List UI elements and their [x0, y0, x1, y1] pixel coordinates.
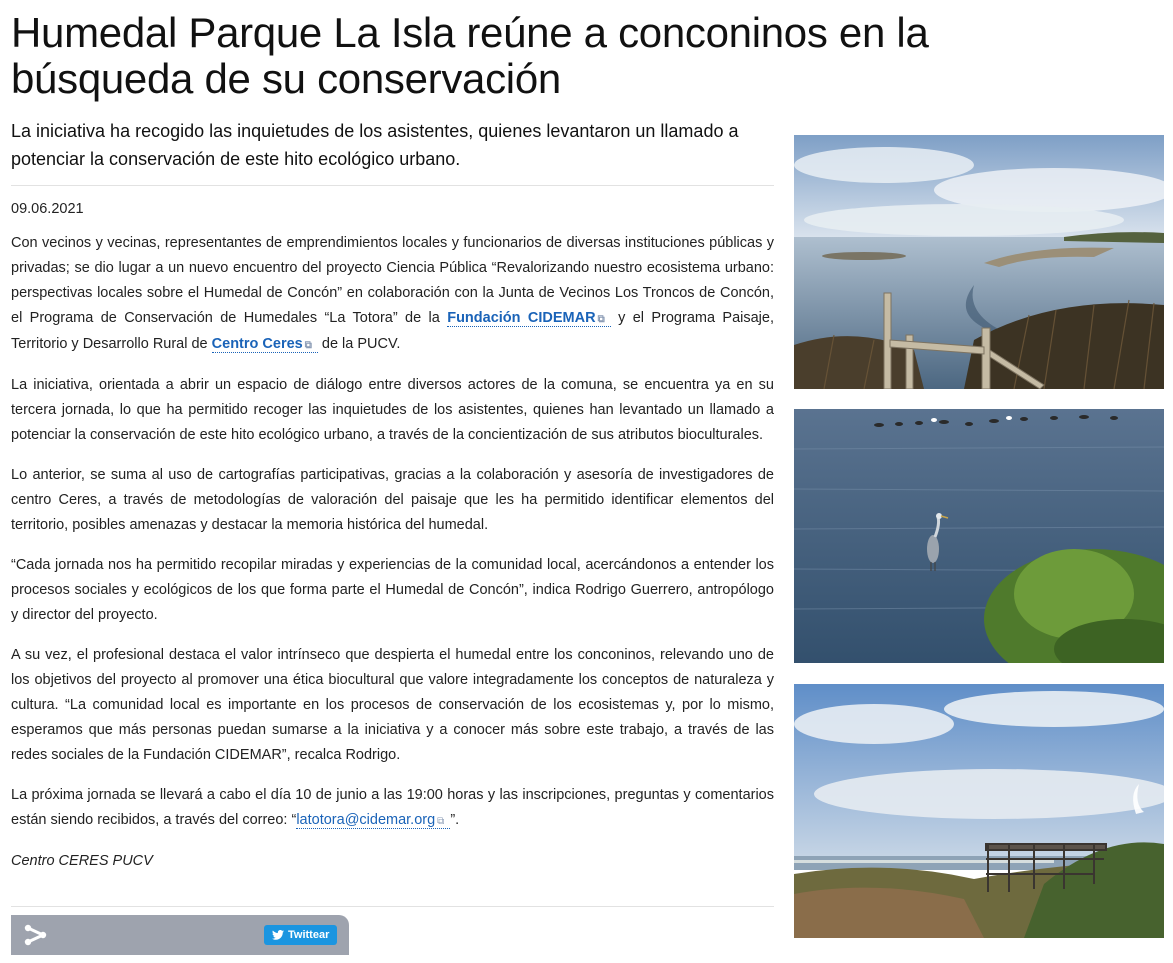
article-body — [11, 231, 774, 874]
email-link[interactable] — [296, 812, 450, 829]
link-centro-ceres[interactable] — [212, 336, 318, 353]
link-label: Fundación CIDEMAR — [447, 310, 596, 326]
article-lead: La iniciativa ha recogido las inquietudes de los asistentes, quienes levantaron un llamado a potenciar la conservación de este hito ecológico urbano. — [11, 121, 739, 169]
twitter-bird-icon — [272, 930, 284, 940]
paragraph-text: ”. — [450, 812, 460, 828]
paragraph-text: de la PUCV. — [317, 336, 401, 352]
paragraph-1 — [11, 231, 774, 358]
link-label: latotora@cidemar.org — [296, 812, 436, 828]
paragraph-5: A su vez, el profesional destaca el valor intrínseco que despierta el humedal entre los conconinos, relevando uno de los objetivos del proyecto al promover una ética biocultural que valore integradamente los conceptos de naturaleza y cultura. “La comunidad local es importante en los procesos de conservación de los ecosistemas y, por lo mismo, esperamos que más personas puedan sumarse a la iniciativa y a conocer más sobre este trabajo, a través de las redes sociales de la Fundación CIDEMAR”, recalca Rodrigo. — [11, 647, 774, 763]
paragraph-text: y el Programa Paisaje, Territorio y Desarrollo Rural de — [11, 310, 774, 352]
paragraph-6 — [11, 783, 774, 834]
photo-lookout — [794, 684, 1164, 938]
article-date: 09.06.2021 — [11, 201, 84, 217]
tweet-button[interactable] — [264, 925, 337, 945]
paragraph-3: Lo anterior, se suma al uso de cartografías participativas, gracias a la colaboración y asesoría de investigadores de centro Ceres, a través de metodologías de valoración del paisaje que les ha permitido identificar elementos del territorio, posibles amenazas y destacar la memoria histórica del humedal. — [11, 467, 774, 533]
paragraph-4: “Cada jornada nos ha permitido recopilar miradas y experiencias de la comunidad local, acercándonos a entender los procesos sociales y ecológicos de los que forma parte el Humedal de Concón”, indica Rodrigo Guerrero, antropólogo y director del proyecto. — [11, 557, 774, 623]
external-link-icon: ⧉ — [437, 816, 445, 827]
tweet-label: Twittear — [288, 929, 330, 941]
photo-heron — [794, 409, 1164, 663]
paragraph-text: Con vecinos y vecinas, representantes de emprendimientos locales y funcionarios de diversas instituciones públicas y privadas; se dio lugar a un nuevo encuentro del proyecto Ciencia Pública “Revalorizando nuestro ecosistema urbano: perspectivas locales sobre el Humedal de Concón” en colaboración con la Junta de Vecinos Los Troncos de Concón, el Programa de Conservación de Humedales “La Totora” de la — [11, 235, 774, 326]
share-icon[interactable] — [21, 921, 49, 949]
photo-wetland-fence — [794, 135, 1164, 389]
link-fundacion-cidemar[interactable] — [447, 310, 610, 327]
external-link-icon: ⧉ — [597, 314, 605, 325]
external-link-icon: ⧉ — [304, 340, 312, 351]
paragraph-text: La próxima jornada se llevará a cabo el día 10 de junio a las 19:00 horas y las inscripciones, preguntas y comentarios están siendo recibidos, a través del correo: “ — [11, 787, 774, 828]
link-label: Centro Ceres — [211, 336, 303, 352]
share-bar — [11, 915, 349, 955]
article-main — [11, 117, 774, 889]
divider — [11, 185, 774, 186]
paragraph-2: La iniciativa, orientada a abrir un espacio de diálogo entre diversos actores de la comuna, se encuentra ya en su tercera jornada, lo que ha permitido recoger las inquietudes de los asistentes, quienes han levantado un llamado a potenciar la conservación de este hito ecológico urbano, a través de la concientización de sus atributos bioculturales. — [11, 377, 774, 443]
signature: Centro CERES PUCV — [11, 853, 153, 869]
divider — [11, 906, 774, 907]
article-title: Humedal Parque La Isla reúne a conconinos en la búsqueda de su conservación — [11, 9, 929, 102]
